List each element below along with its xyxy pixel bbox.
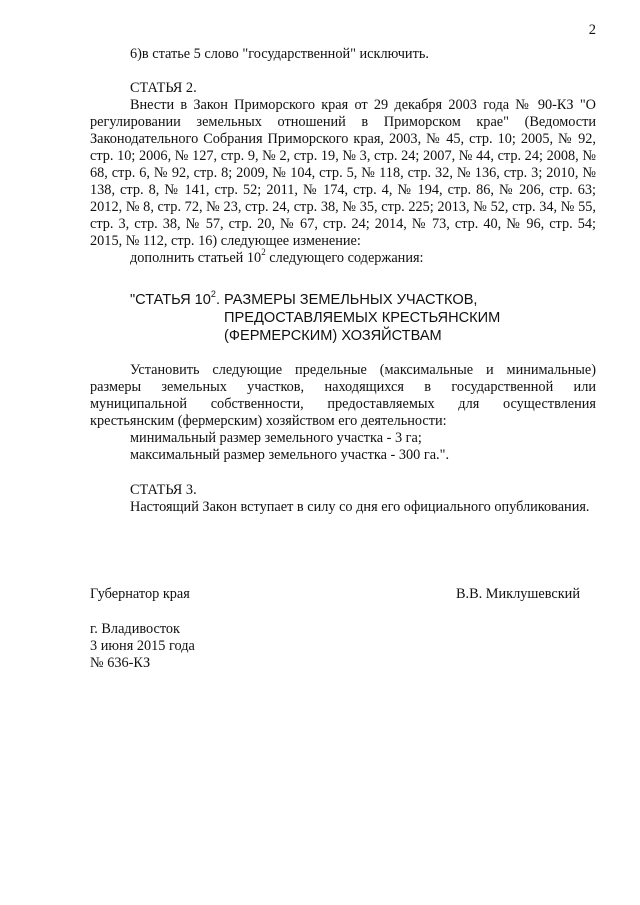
meta-number: № 636-КЗ xyxy=(90,655,151,671)
establish-block xyxy=(90,362,596,464)
new-article-heading xyxy=(130,291,550,345)
supplement-post: следующего содержания: xyxy=(265,250,424,266)
new-article-pre: "СТАТЬЯ 10 xyxy=(130,292,211,308)
establish-text: Установить следующие предельные (максимальные и минимальные) размеры земельных участков, находящихся в государственной или муниципальной собственности, предоставляемых для осуществления крестьянским (фермерским) хозяйством его деятельности: xyxy=(90,362,596,429)
meta-city: г. Владивосток xyxy=(90,621,180,637)
page-number: 2 xyxy=(588,22,596,38)
meta-date: 3 июня 2015 года xyxy=(90,638,195,654)
item-6-text: 6)в статье 5 слово "государственной" исключить. xyxy=(130,46,429,62)
new-article-sup: 2 xyxy=(210,289,216,300)
supplement-sup: 2 xyxy=(261,247,266,258)
document-meta xyxy=(90,621,195,672)
max-size-text: максимальный размер земельного участка - 300 га.". xyxy=(130,447,450,463)
signature-row xyxy=(90,586,590,604)
item-6-block xyxy=(90,46,596,63)
new-article-title1: . РАЗМЕРЫ ЗЕМЕЛЬНЫХ УЧАСТКОВ, xyxy=(215,292,478,308)
new-article-line2: ПРЕДОСТАВЛЯЕМЫХ КРЕСТЬЯНСКИМ xyxy=(224,310,501,326)
article-3-heading: СТАТЬЯ 3. xyxy=(130,482,197,498)
min-size-text: минимальный размер земельного участка - 3 га; xyxy=(130,430,422,446)
new-article-line1 xyxy=(130,291,550,309)
article-3-body: Настоящий Закон вступает в силу со дня его официального опубликования. xyxy=(130,499,590,515)
article-2-body: Внести в Закон Приморского края от 29 декабря 2003 года № 90-КЗ "О регулировании земельных отношений в Приморском крае" (Ведомости Законодательного Собрания Приморского края, 2003, № 45, стр. 10; 2005, № 92, стр. 10; 2006, № 127, стр. 9, № 2, стр. 19, № 3, стр. 24; 2007, № 44, стр. 24; 2008, № 68, стр. 6, № 92, стр. 8; 2009, № 104, стр. 5, № 118, стр. 32, № 136, стр. 3; 2010, № 138, стр. 8, № 141, стр. 52; 2011, № 174, стр. 4, № 194, стр. 86, № 206, стр. 63; 2012, № 8, стр. 72, № 23, стр. 24, стр. 38, № 35, стр. 225; 2013, № 52, стр. 34, № 55, стр. 3, стр. 38, № 57, стр. 20, № 67, стр. 24; 2014, № 73, стр. 40, № 96, стр. 54; 2015, № 112, стр. 16) следующее изменение: xyxy=(90,97,596,249)
supplement-pre: дополнить статьей 10 xyxy=(130,250,262,266)
article-3-section xyxy=(90,482,596,516)
supplement-line xyxy=(90,247,596,267)
new-article-line3: (ФЕРМЕРСКИМ) ХОЗЯЙСТВАМ xyxy=(224,328,442,344)
signature-name: В.В. Миклушевский xyxy=(455,586,580,602)
signature-title: Губернатор края xyxy=(90,586,190,602)
article-2-section xyxy=(90,80,596,267)
article-2-heading: СТАТЬЯ 2. xyxy=(130,80,197,96)
